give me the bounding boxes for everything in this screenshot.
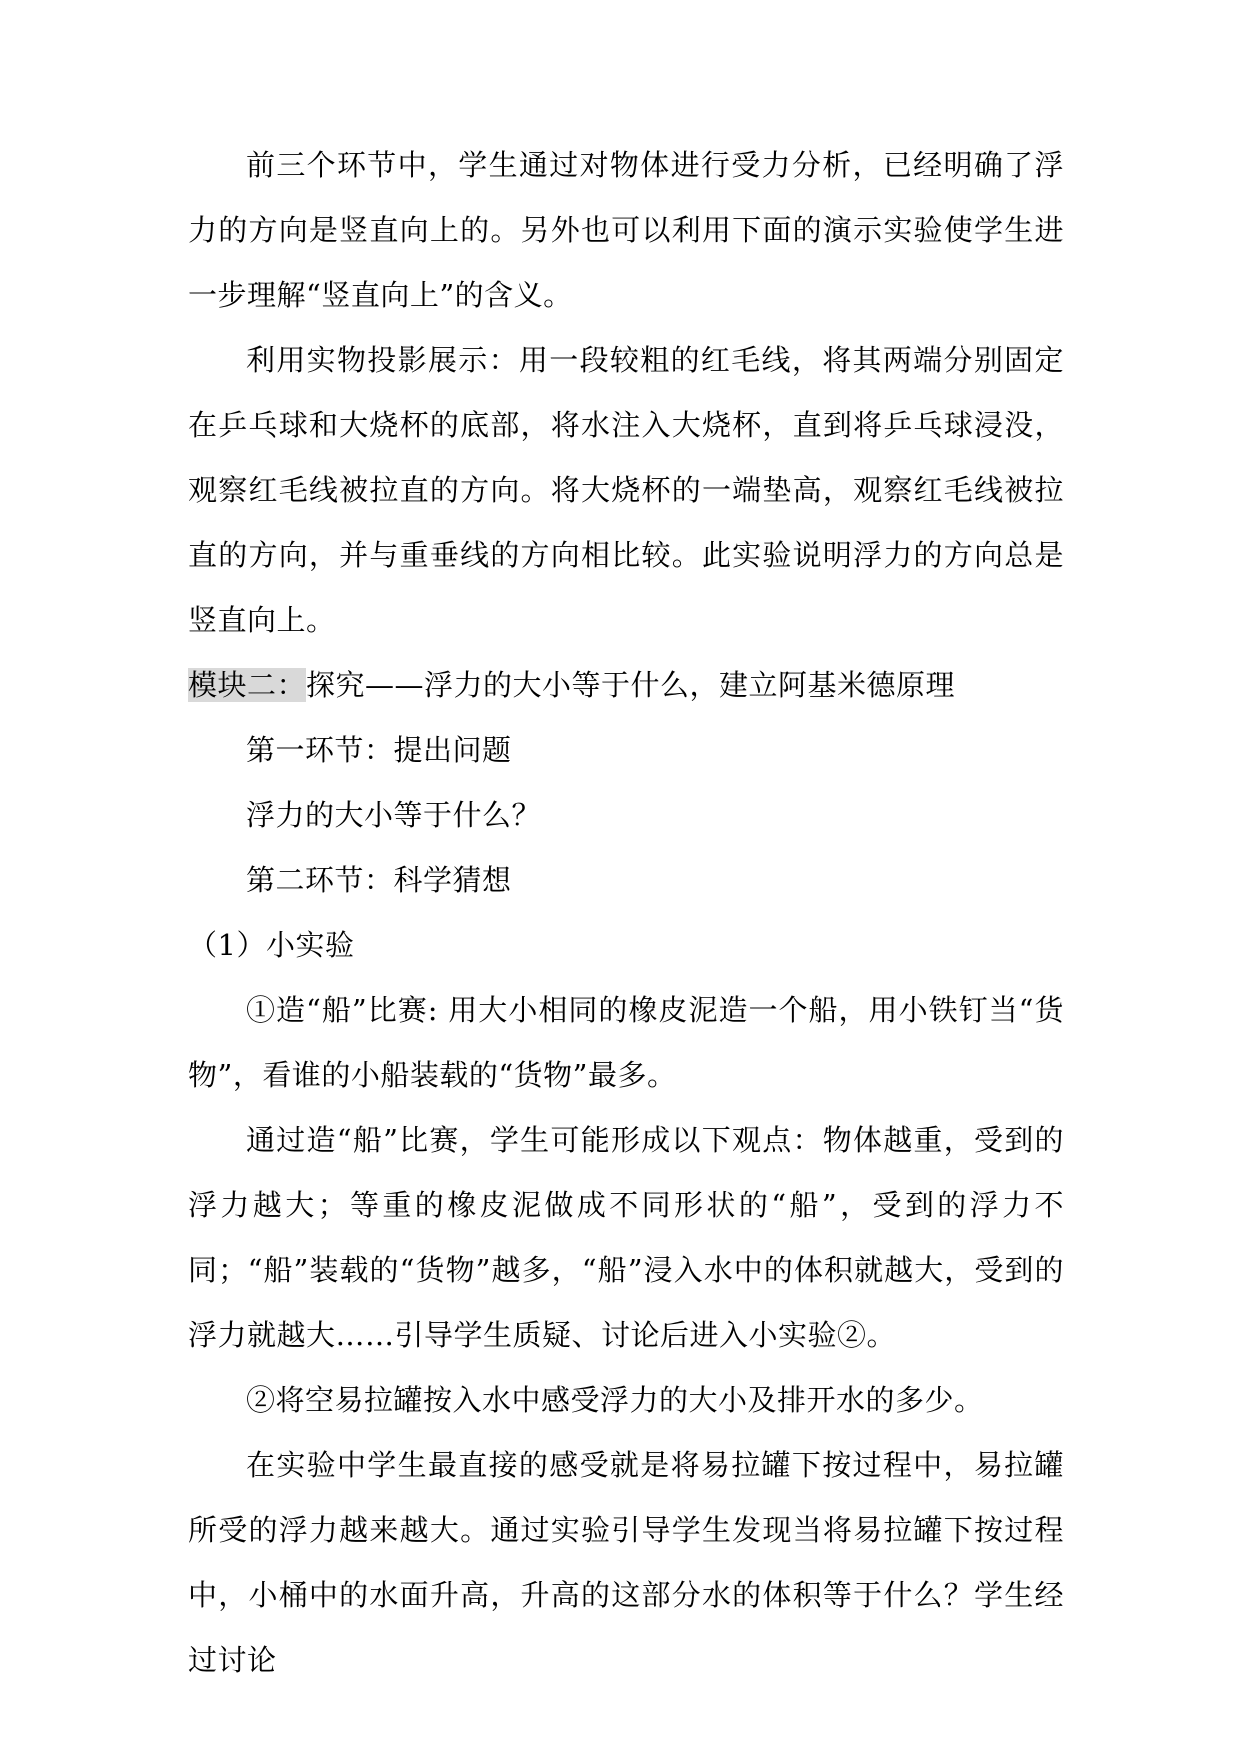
- paragraph-demo-experiment: 利用实物投影展示：用一段较粗的红毛线，将其两端分别固定在乒乓球和大烧杯的底部，将水注入大烧杯，直到将乒乓球浸没，观察红毛线被拉直的方向。将大烧杯的一端垫高，观察红毛线被拉直的方向，并与重垂线的方向相比较。此实验说明浮力的方向总是竖直向上。: [188, 343, 1064, 637]
- experiment-two: ②将空易拉罐按入水中感受浮力的大小及排开水的多少。: [246, 1383, 984, 1417]
- step-two-heading: 第二环节：科学猜想: [246, 863, 512, 897]
- module-heading: [188, 653, 1064, 718]
- paragraph-float-direction: 前三个环节中，学生通过对物体进行受力分析，已经明确了浮力的方向是竖直向上的。另外也可以利用下面的演示实验使学生进一步理解“竖直向上”的含义。: [188, 148, 1064, 312]
- question-line: 浮力的大小等于什么？: [246, 798, 542, 832]
- paragraph-boat-contest: 通过造“船”比赛，学生可能形成以下观点：物体越重，受到的浮力越大；等重的橡皮泥做成不同形状的“船”，受到的浮力不同；“船”装载的“货物”越多，“船”浸入水中的体积就越大，受到的浮力就越大……引导学生质疑、讨论后进入小实验②。: [188, 1123, 1064, 1352]
- module-label: 模块二：: [188, 668, 307, 702]
- paragraph-can-experiment: 在实验中学生最直接的感受就是将易拉罐下按过程中，易拉罐所受的浮力越来越大。通过实验引导学生发现当将易拉罐下按过程中，小桶中的水面升高，升高的这部分水的体积等于什么？学生经过讨论: [188, 1448, 1064, 1677]
- subsection-small-experiment: （1）小实验: [188, 928, 355, 962]
- module-title: 探究——浮力的大小等于什么，建立阿基米德原理: [306, 668, 956, 702]
- document-body: [188, 133, 1064, 1693]
- step-one-heading: 第一环节：提出问题: [246, 733, 512, 767]
- experiment-one: ①造“船”比赛: 用大小相同的橡皮泥造一个船，用小铁钉当“货物”，看谁的小船装载的“货物”最多。: [188, 993, 1064, 1092]
